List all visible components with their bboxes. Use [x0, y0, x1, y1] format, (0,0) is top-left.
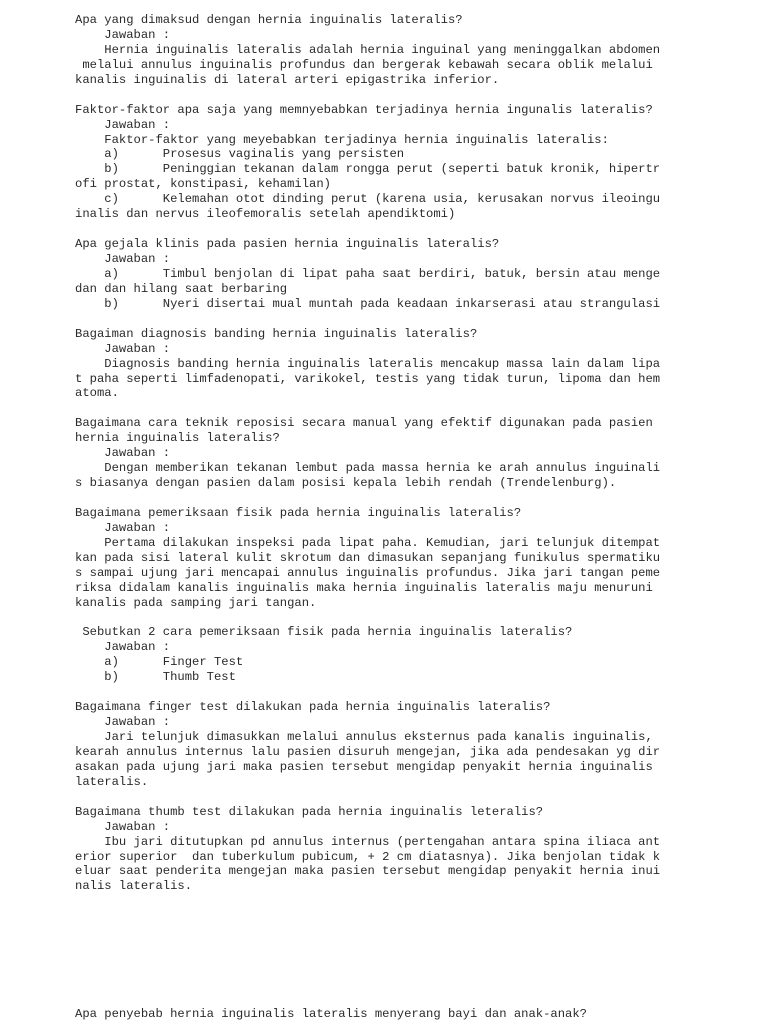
text-line: Jawaban : — [75, 715, 171, 730]
qa-section — [75, 237, 715, 312]
paragraph-gap — [75, 685, 715, 700]
text-line: Jawaban : — [75, 117, 171, 132]
text-line: Hernia inguinalis lateralis adalah hernia inguinal yang meninggalkan abdomen — [75, 42, 661, 57]
text-line: dan dan hilang saat berbaring — [75, 281, 288, 296]
text-line: kearah annulus internus lalu pasien disuruh mengejan, jika ada pendesakan yg dir — [75, 744, 661, 759]
text-line: lateralis. — [75, 774, 149, 789]
qa-section — [75, 805, 715, 895]
text-line: Ibu jari ditutupkan pd annulus internus (pertengahan antara spina iliaca ant — [75, 834, 661, 849]
qa-section — [75, 103, 715, 223]
text-line: kan pada sisi lateral kulit skrotum dan dimasukan sepanjang funikulus spermatiku — [75, 550, 661, 565]
qa-section — [75, 416, 715, 491]
paragraph-gap — [75, 88, 715, 103]
text-line: s biasanya dengan pasien dalam posisi kepala lebih rendah (Trendelenburg). — [75, 476, 617, 491]
text-line: Faktor-faktor yang meyebabkan terjadinya hernia inguinalis lateralis: — [75, 132, 609, 147]
text-line: b) Peninggian tekanan dalam rongga perut (seperti batuk kronik, hipertr — [75, 162, 661, 177]
text-line: Jawaban : — [75, 27, 171, 42]
paragraph-gap — [75, 401, 715, 416]
paragraph-gap — [75, 222, 715, 237]
text-line: Jawaban : — [75, 640, 171, 655]
text-line: t paha seperti limfadenopati, varikokel, testis yang tidak turun, lipoma dan hem — [75, 371, 661, 386]
qa-section — [75, 506, 715, 611]
text-line: c) Kelemahan otot dinding perut (karena usia, kerusakan norvus ileoingu — [75, 192, 661, 207]
question-line: Apa yang dimaksud dengan hernia inguinalis lateralis? — [75, 13, 463, 27]
text-line: b) Thumb Test — [75, 670, 236, 685]
text-line: erior superior dan tuberkulum pubicum, + 2 cm diatasnya). Jika benjolan tidak k — [75, 849, 661, 864]
question-line: Bagaimana thumb test dilakukan pada hernia inguinalis leteralis? — [75, 804, 544, 819]
paragraph-gap — [75, 312, 715, 327]
text-line: a) Finger Test — [75, 655, 244, 670]
text-line: Dengan memberikan tekanan lembut pada massa hernia ke arah annulus inguinali — [75, 461, 661, 476]
text-line: hernia inguinalis lateralis? — [75, 431, 280, 446]
text-line: kanalis pada samping jari tangan. — [75, 595, 317, 610]
text-line: a) Timbul benjolan di lipat paha saat berdiri, batuk, bersin atau menge — [75, 266, 661, 281]
text-line: eluar saat penderita mengejan maka pasien tersebut mengidap penyakit hernia inui — [75, 864, 661, 879]
text-line: riksa didalam kanalis inguinalis maka hernia inguinalis lateralis maju menuruni — [75, 580, 653, 595]
text-line: b) Nyeri disertai mual muntah pada keadaan inkarserasi atau strangulasi — [75, 296, 661, 311]
text-line: Diagnosis banding hernia inguinalis lateralis mencakup massa lain dalam lipa — [75, 356, 661, 371]
question-line: Sebutkan 2 cara pemeriksaan fisik pada hernia inguinalis lateralis? — [75, 625, 573, 640]
text-line: melalui annulus inguinalis profundus dan bergerak kebawah secara oblik melalui — [75, 57, 653, 72]
paragraph-gap — [75, 611, 715, 626]
question-text: Apa penyebab hernia inguinalis lateralis menyerang bayi dan anak-anak? — [75, 1007, 587, 1021]
text-line: Jawaban : — [75, 341, 171, 356]
text-line: asakan pada ujung jari maka pasien tersebut mengidap penyakit hernia inguinalis — [75, 759, 653, 774]
text-line: ofi prostat, konstipasi, kehamilan) — [75, 177, 331, 192]
qa-section — [75, 327, 715, 402]
question-line: Bagaimana finger test dilakukan pada hernia inguinalis lateralis? — [75, 700, 551, 715]
text-line: kanalis inguinalis di lateral arteri epigastrika inferior. — [75, 72, 500, 87]
paragraph-gap — [75, 790, 715, 805]
paragraph-gap — [75, 491, 715, 506]
question-line: Bagaimana cara teknik reposisi secara manual yang efektif digunakan pada pasien — [75, 416, 653, 431]
question-line: Faktor-faktor apa saja yang memnyebabkan terjadinya hernia ingunalis lateralis? — [75, 102, 653, 117]
text-line: Pertama dilakukan inspeksi pada lipat paha. Kemudian, jari telunjuk ditempat — [75, 535, 661, 550]
qa-section — [75, 13, 715, 88]
question-line: Bagaimana pemeriksaan fisik pada hernia inguinalis lateralis? — [75, 505, 522, 520]
text-line: nalis lateralis. — [75, 879, 193, 894]
qa-section — [75, 700, 715, 790]
question-line: Bagaiman diagnosis banding hernia inguinalis lateralis? — [75, 326, 478, 341]
text-line: Jari telunjuk dimasukkan melalui annulus eksternus pada kanalis inguinalis, — [75, 730, 653, 744]
text-line: Jawaban : — [75, 252, 171, 266]
text-line: atoma. — [75, 386, 119, 401]
text-line: inalis dan nervus ileofemoralis setelah apendiktomi) — [75, 207, 456, 222]
text-line: a) Prosesus vaginalis yang persisten — [75, 147, 405, 162]
document-body — [75, 13, 715, 894]
text-line: Jawaban : — [75, 446, 171, 461]
text-line: s sampai ujung jari mencapai annulus inguinalis profundus. Jika jari tangan peme — [75, 565, 661, 580]
text-line: Jawaban : — [75, 819, 171, 834]
qa-section — [75, 625, 715, 685]
question-line: Apa gejala klinis pada pasien hernia inguinalis lateralis? — [75, 237, 500, 252]
text-line: Jawaban : — [75, 520, 171, 535]
